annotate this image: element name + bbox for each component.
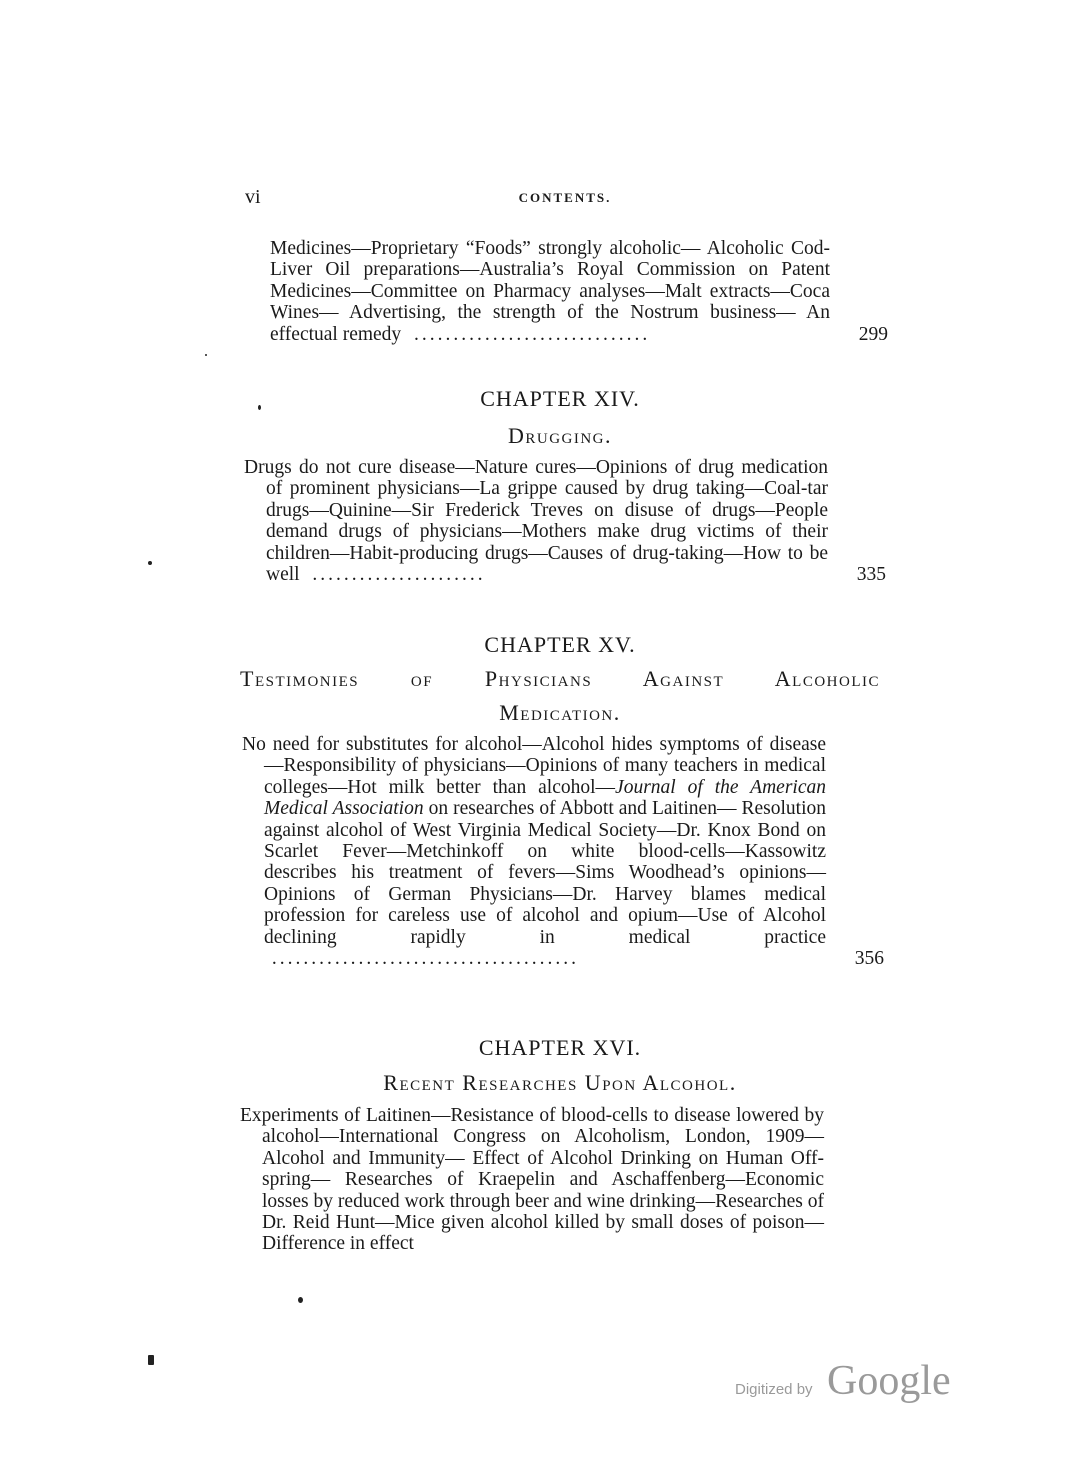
- scan-speck: [258, 405, 261, 410]
- toc-entry: [244, 457, 886, 586]
- page-folio: vi: [245, 186, 261, 208]
- toc-entry: [240, 1105, 824, 1255]
- leader-dots: .......................................: [264, 948, 579, 970]
- chapter-title: Drugging.: [507, 423, 613, 448]
- entry-last-line: drug-taking—How to be well: [266, 542, 828, 586]
- leader-dots: ..............................: [406, 323, 651, 345]
- running-header: [245, 186, 885, 210]
- page-number: 335: [856, 564, 886, 586]
- chapter-title: Recent Researches Upon Alcohol.: [383, 1070, 737, 1095]
- scan-speck: [148, 1355, 154, 1365]
- entry-text: Drugs do not cure disease—Nature cures—Opinions of drug medication of prominent physicians—La grippe caused by drug taking—Coal-tar drugs—Quinine—Sir Frederick Treves on disuse of drugs—People demand drugs of physicians—Mothers make drug victims of their children—Habit-producing drugs—Causes of: [244, 457, 828, 564]
- entry-text: Medicines—Proprietary “Foods” strongly alcoholic— Alcoholic Cod-Liver Oil preparations—Australia’s Royal Commission on Patent Medicines—Committee on Pharmacy analyses—Malt extracts—Coca Wines— Advertising, the strength of the Nostrum business—: [270, 238, 830, 324]
- entry-last-line: practice: [764, 926, 826, 948]
- chapter-heading: CHAPTER XIV.: [480, 386, 640, 411]
- leader-dots: ......................: [304, 564, 486, 586]
- toc-entry: [242, 734, 884, 970]
- entry-last-line: An effectual remedy: [270, 302, 830, 345]
- entry-text: Experiments of Laitinen—Resistance of blood-cells to disease lowered by alcohol—International Congress on Alcoholism, London, 1909—Alcohol and Immunity— Effect of Alcohol Drinking on Human Off-spring— Researches of Kraepelin and Aschaffenberg—Economic losses by reduced work through beer and wine drinking—Researches of Dr. Reid Hunt—Mice given alcohol killed by small doses of poison—Difference in effect: [240, 1105, 824, 1255]
- scan-speck: [148, 561, 152, 565]
- entry-text-cont: on researches of Abbott and Laitinen— Resolution against alcohol of West Virginia Medical Society—Dr. Knox Bond on Scarlet Fever—Metchinkoff on white blood-cells—Kassowitz describes his treatment of fevers—Sims Woodhead’s opinions— Opinions of German Physicians—Dr. Harvey blames medical profession for careless use of alcohol and opium—Use of Alcohol declining rapidly in medical: [264, 798, 826, 948]
- page-number: 356: [854, 948, 884, 970]
- page-number: 299: [858, 323, 888, 345]
- scan-speck: [298, 1297, 303, 1303]
- chapter-title-line-2: Medication.: [499, 700, 621, 725]
- entry-text: No need for substitutes for alcohol—Alcohol hides symptoms of disease—Responsibility of physicians—Opinions of many teachers in medical colleges—Hot milk better than alcohol—: [242, 734, 826, 798]
- scan-speck: [205, 354, 207, 356]
- chapter-heading: CHAPTER XVI.: [478, 1035, 642, 1060]
- chapter-heading: CHAPTER XV.: [484, 632, 636, 657]
- watermark-small-text: Digitized by: [735, 1381, 813, 1398]
- running-title: CONTENTS.: [518, 190, 612, 205]
- chapter-title-line-1: Testimonies of Physicians Against Alcoholic: [240, 666, 880, 691]
- google-logo: Google: [827, 1358, 951, 1404]
- journal-title: Journal of the American Medical Association: [264, 776, 826, 820]
- toc-entry-continuation: [270, 238, 888, 345]
